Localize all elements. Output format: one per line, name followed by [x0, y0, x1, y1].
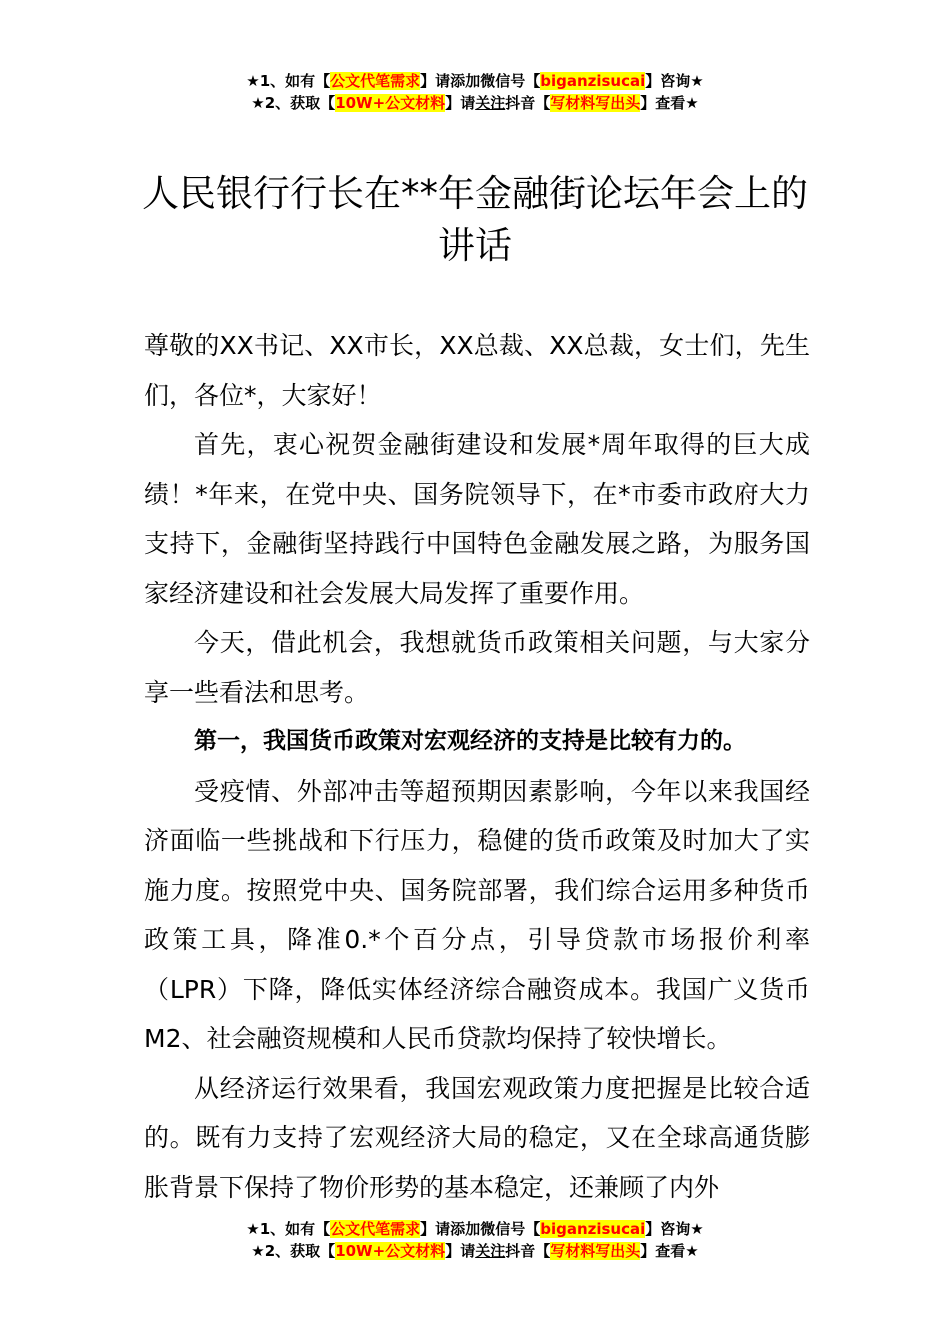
banner-text: 关注: [475, 1242, 506, 1260]
document-title: 人民银行行长在**年金融街论坛年会上的讲话: [142, 172, 808, 267]
highlight-materials: 10W+公文材料: [335, 1242, 446, 1260]
banner-text: 】请: [445, 1242, 476, 1260]
highlight-service: 公文代笔需求: [330, 72, 421, 90]
banner-line-1: [0, 70, 950, 92]
section-heading: 第一，我国货币政策对宏观经济的支持是比较有力的。: [194, 728, 746, 754]
highlight-douyin: 写材料写出头: [550, 94, 641, 112]
banner-line-2: [0, 92, 950, 114]
banner-text: 】请: [445, 94, 476, 112]
banner-line-1: [0, 1218, 950, 1240]
footer-banner: [0, 1218, 950, 1262]
banner-line-2: [0, 1240, 950, 1262]
banner-text: 微信号【: [480, 72, 541, 90]
paragraph: 首先，衷心祝贺金融街建设和发展*周年取得的巨大成绩！*年来，在党中央、国务院领导下，在*市委市政府大力支持下，金融街坚持践行中国特色金融发展之路，为服务国家经济建设和社会发展大局发挥了重要作用。: [144, 430, 810, 608]
banner-text: 微信号【: [480, 1220, 541, 1238]
banner-text: 】咨询★: [645, 1220, 704, 1238]
banner-text: 】查看★: [640, 94, 699, 112]
paragraph: 从经济运行效果看，我国宏观政策力度把握是比较合适的。既有力支持了宏观经济大局的稳定，又在全球高通货膨胀背景下保持了物价形势的基本稳定，还兼顾了内外: [144, 1073, 810, 1202]
document-body: [144, 321, 810, 1212]
banner-text: 关注: [475, 94, 506, 112]
paragraph-salutation: 尊敬的XX书记、XX市长，XX总裁、XX总裁，女士们，先生们，各位*，大家好！: [144, 331, 810, 410]
highlight-douyin: 写材料写出头: [550, 1242, 641, 1260]
banner-text: 】咨询★: [645, 72, 704, 90]
highlight-wechat-id: biganzisucai: [540, 1220, 646, 1238]
paragraph: 受疫情、外部冲击等超预期因素影响，今年以来我国经济面临一些挑战和下行压力，稳健的货币政策及时加大了实施力度。按照党中央、国务院部署，我们综合运用多种货币政策工具，降准0.*个百分点，引导贷款市场报价利率（LPR）下降，降低实体经济综合融资成本。我国广义货币M2、社会融资规模和人民币贷款均保持了较快增长。: [144, 776, 810, 1053]
banner-text: 抖音【: [505, 94, 551, 112]
banner-text: ★1、如有【: [246, 72, 331, 90]
highlight-service: 公文代笔需求: [330, 1220, 421, 1238]
banner-text: 抖音【: [505, 1242, 551, 1260]
header-banner: [0, 70, 950, 114]
banner-text: 加: [465, 1220, 481, 1238]
banner-text: ★1、如有【: [246, 1220, 331, 1238]
banner-text: 】请添: [420, 1220, 466, 1238]
paragraph: 今天，借此机会，我想就货币政策相关问题，与大家分享一些看法和思考。: [144, 628, 810, 707]
banner-text: 加: [465, 72, 481, 90]
banner-text: 】请添: [420, 72, 466, 90]
highlight-wechat-id: biganzisucai: [540, 72, 646, 90]
banner-text: ★2、获取【: [251, 1242, 336, 1260]
highlight-materials: 10W+公文材料: [335, 94, 446, 112]
banner-text: 】查看★: [640, 1242, 699, 1260]
banner-text: ★2、获取【: [251, 94, 336, 112]
